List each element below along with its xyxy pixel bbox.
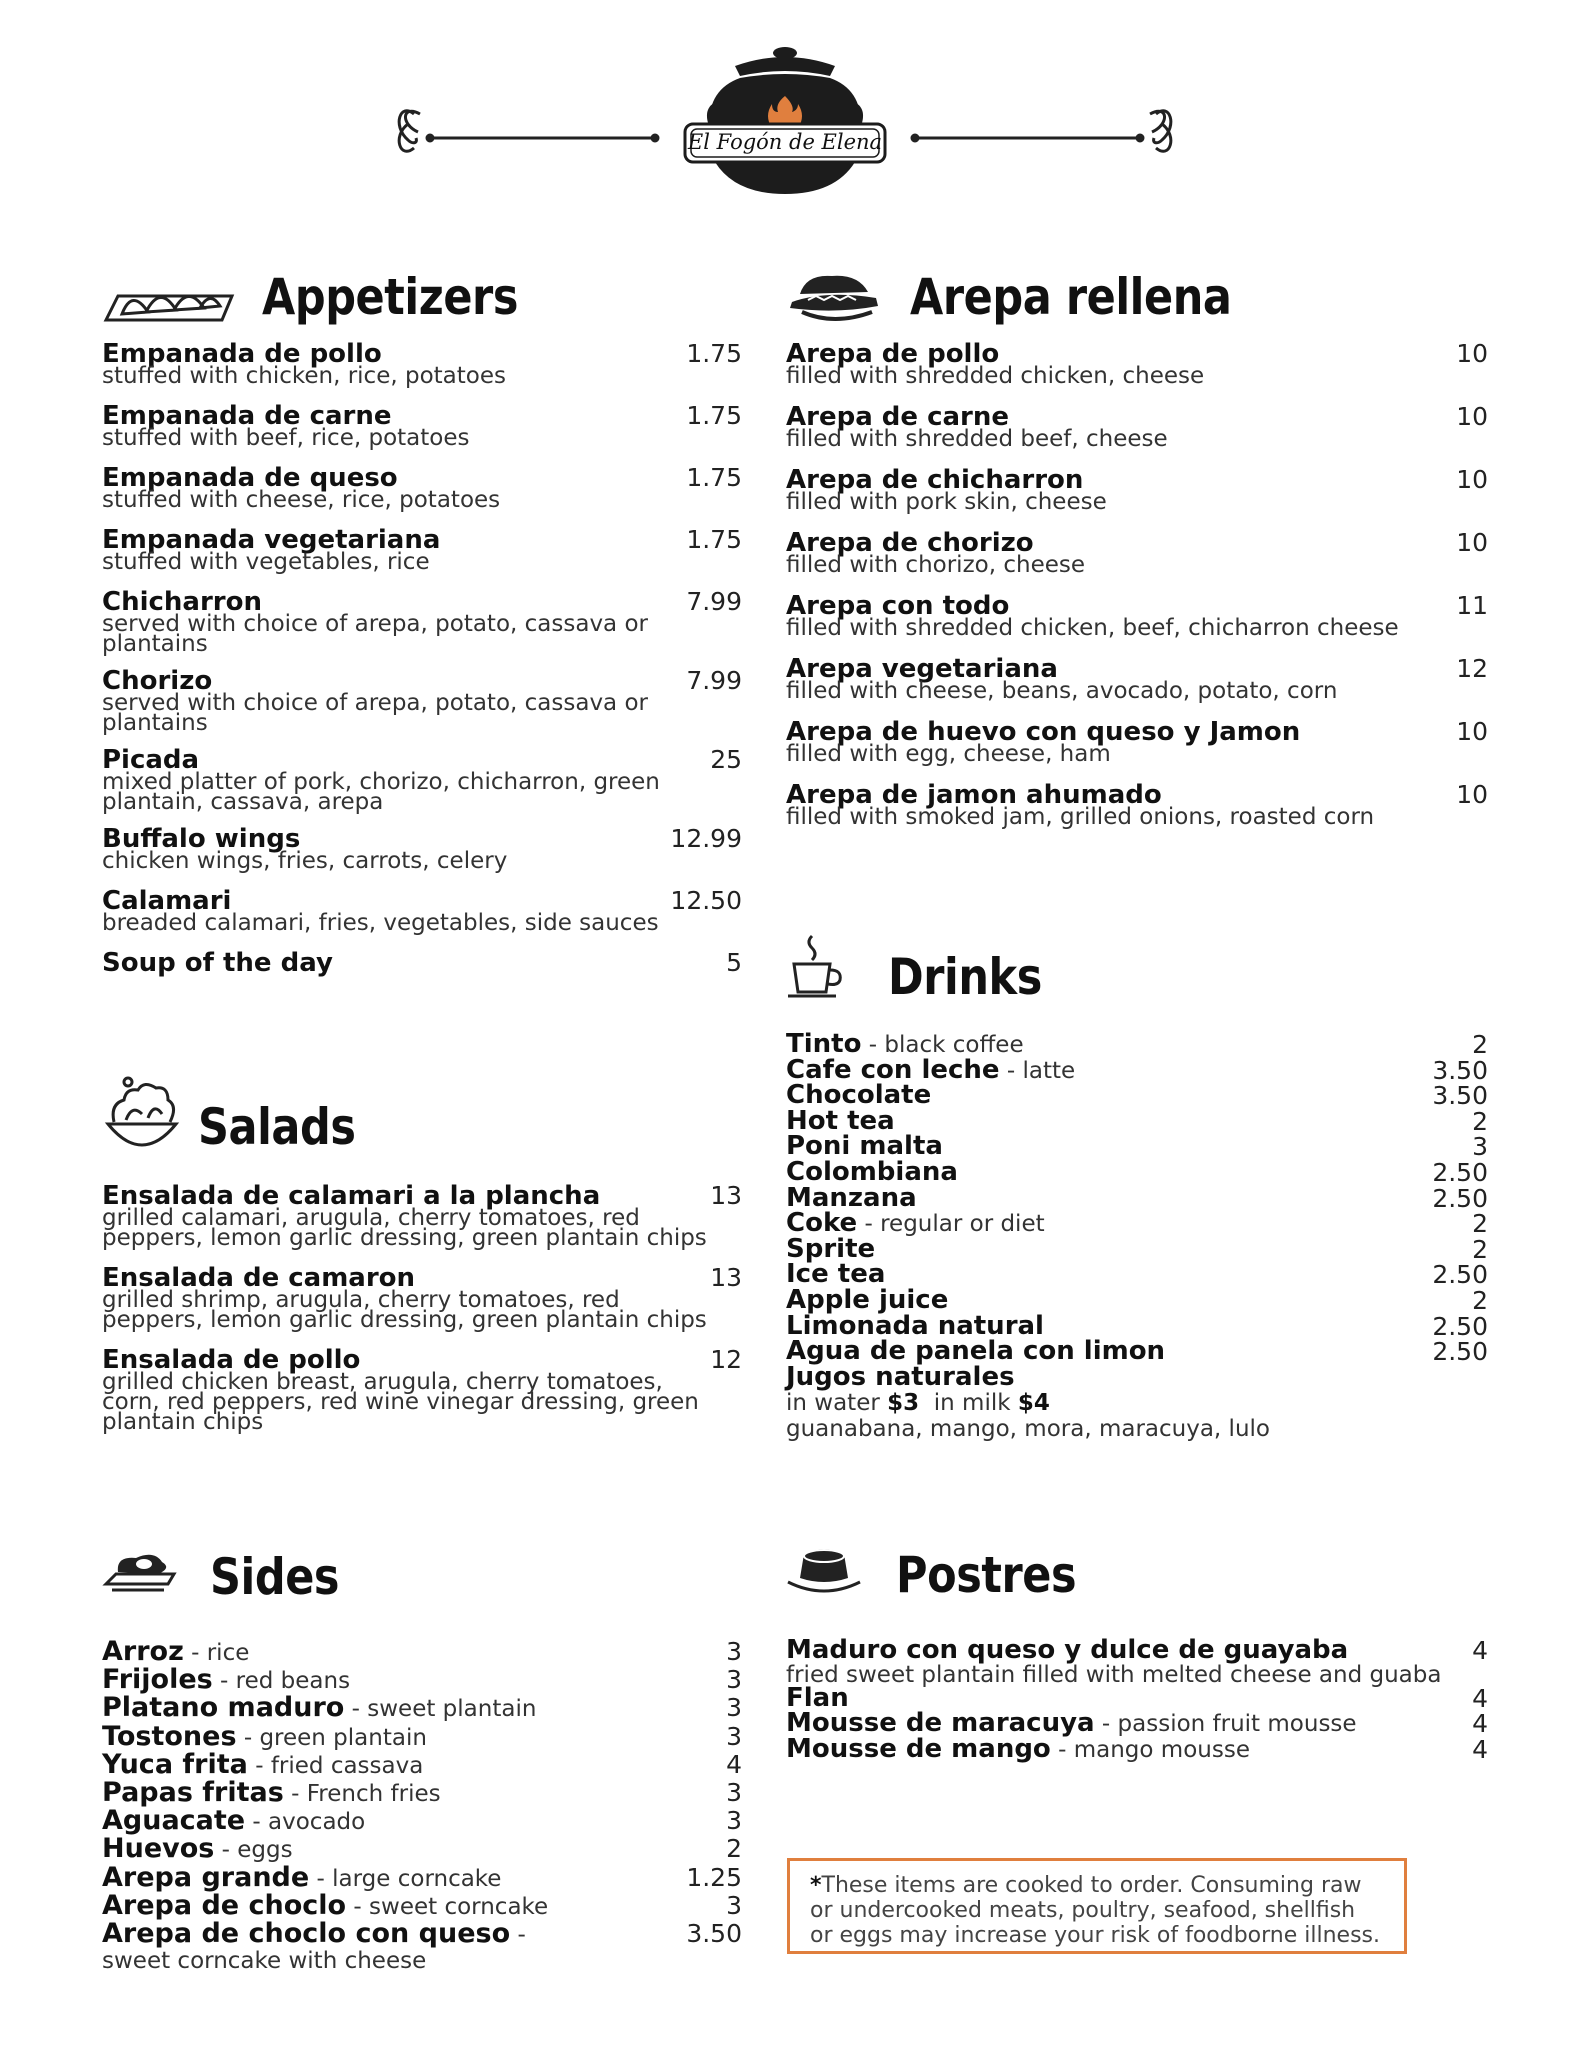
item-name: Ensalada de calamari a la plancha xyxy=(102,1181,601,1211)
side-price: 3 xyxy=(726,1890,742,1920)
menu-item xyxy=(102,948,742,978)
item-name: Empanada de carne xyxy=(102,401,392,431)
drink-price: 2.50 xyxy=(1432,1157,1488,1187)
item-name: Chicharron xyxy=(102,587,262,617)
appetizers-header xyxy=(102,262,742,342)
drink-price: 3.50 xyxy=(1432,1081,1488,1111)
drink-price: 2 xyxy=(1472,1285,1488,1315)
item-name: Arepa de huevo con queso y Jamon xyxy=(786,717,1301,747)
menu-item xyxy=(102,339,742,389)
dessert-name: Flan xyxy=(786,1682,849,1713)
side-separator: - xyxy=(245,1809,269,1836)
side-price: 3 xyxy=(726,1806,742,1836)
side-row xyxy=(102,1748,742,1780)
jugos-milk-price: $4 xyxy=(1017,1390,1050,1417)
item-desc: breaded calamari, fries, vegetables, side sauces xyxy=(102,910,659,936)
drink-row xyxy=(786,1182,1488,1213)
side-desc: large corncake xyxy=(332,1865,502,1892)
drink-name: Jugos naturales xyxy=(786,1361,1015,1392)
side-name: Tostones xyxy=(102,1720,237,1752)
drink-price: 2 xyxy=(1472,1106,1488,1136)
food-safety-notice xyxy=(787,1858,1407,1954)
drink-name: Limonada natural xyxy=(786,1310,1044,1341)
dessert-desc: fried sweet plantain filled with melted cheese and guaba xyxy=(786,1661,1442,1688)
menu-item xyxy=(786,402,1488,452)
side-separator: - xyxy=(309,1865,333,1892)
side-price: 1.25 xyxy=(686,1862,742,1892)
drink-price: 2.50 xyxy=(1432,1337,1488,1367)
item-price: 7.99 xyxy=(686,666,742,695)
empanadas-icon xyxy=(102,274,242,334)
item-price: 7.99 xyxy=(686,587,742,616)
side-price: 4 xyxy=(726,1749,742,1779)
coffee-cup-icon xyxy=(786,932,846,1002)
side-separator: - xyxy=(283,1780,307,1807)
drink-name: Colombiana xyxy=(786,1156,958,1187)
side-separator: - xyxy=(214,1837,238,1864)
side-price: 3 xyxy=(726,1665,742,1695)
appetizers-list xyxy=(102,339,742,978)
arepa-sandwich-icon xyxy=(786,272,886,332)
side-price: 2 xyxy=(726,1834,742,1864)
menu-item xyxy=(786,654,1488,704)
item-price: 11 xyxy=(1456,591,1488,620)
pot-icon xyxy=(709,47,861,194)
item-price: 1.75 xyxy=(686,525,742,554)
drink-row xyxy=(786,1208,1488,1239)
arepas-title: Arepa rellena xyxy=(910,268,1232,326)
drink-name: Manzana xyxy=(786,1182,917,1213)
postres-section xyxy=(786,1530,1488,1762)
menu-item xyxy=(786,780,1488,830)
drink-price: 2 xyxy=(1472,1234,1488,1264)
side-name: Aguacate xyxy=(102,1805,246,1837)
item-price: 5 xyxy=(726,948,742,977)
item-price: 10 xyxy=(1456,528,1488,557)
drink-desc: latte xyxy=(1022,1057,1076,1084)
side-desc: fried cassava xyxy=(270,1752,424,1779)
notice-asterisk: * xyxy=(810,1873,822,1898)
side-desc: eggs xyxy=(237,1837,293,1864)
item-name: Arepa de chicharron xyxy=(786,465,1084,495)
sides-title: Sides xyxy=(210,1548,340,1606)
item-desc: filled with cheese, beans, avocado, potato, corn xyxy=(786,678,1338,704)
item-price: 1.75 xyxy=(686,339,742,368)
drink-name: Cafe con leche xyxy=(786,1054,1000,1085)
item-desc: chicken wings, fries, carrots, celery xyxy=(102,848,508,874)
side-name: Arroz xyxy=(102,1636,184,1667)
menu-item xyxy=(786,528,1488,578)
sides-header xyxy=(102,1530,742,1638)
drink-name: Sprite xyxy=(786,1233,876,1264)
dessert-name: Mousse de maracuya xyxy=(786,1708,1095,1739)
drink-separator: - xyxy=(999,1057,1023,1084)
item-price: 10 xyxy=(1456,465,1488,494)
item-desc: stuffed with cheese, rice, potatoes xyxy=(102,487,501,513)
drink-name: Tinto xyxy=(786,1029,862,1059)
item-price: 10 xyxy=(1456,780,1488,809)
item-price: 1.75 xyxy=(686,463,742,492)
side-row xyxy=(102,1889,742,1921)
menu-item xyxy=(102,587,742,657)
drinks-title: Drinks xyxy=(888,948,1042,1006)
item-name: Soup of the day xyxy=(102,948,333,978)
menu-item xyxy=(786,465,1488,515)
item-desc: filled with chorizo, cheese xyxy=(786,552,1085,578)
drink-price: 3 xyxy=(1472,1132,1488,1162)
item-desc: stuffed with chicken, rice, potatoes xyxy=(102,363,506,389)
side-row xyxy=(102,1720,742,1752)
menu-item xyxy=(102,745,742,815)
side-row xyxy=(102,1694,742,1722)
arepas-header xyxy=(786,262,1488,342)
side-separator: - xyxy=(212,1668,236,1695)
side-separator: - xyxy=(346,1893,370,1920)
side-name: Platano maduro xyxy=(102,1692,345,1724)
dessert-name: Maduro con queso y dulce de guayaba xyxy=(786,1635,1349,1665)
drink-name: Agua de panela con limon xyxy=(786,1336,1166,1367)
dessert-desc: mango mousse xyxy=(1073,1736,1250,1763)
side-price: 3 xyxy=(726,1693,742,1723)
item-price: 12.50 xyxy=(670,886,742,915)
side-row xyxy=(102,1835,742,1863)
item-desc: served with choice of arepa, potato, cassava or plantains xyxy=(102,611,648,657)
item-desc: stuffed with vegetables, rice xyxy=(102,549,430,575)
dessert-price: 4 xyxy=(1472,1683,1488,1713)
menu-item xyxy=(102,1345,742,1435)
postres-title: Postres xyxy=(896,1546,1077,1604)
appetizers-section xyxy=(102,262,742,978)
drink-name: Poni malta xyxy=(786,1131,943,1162)
side-row xyxy=(102,1917,742,1976)
drink-desc: black coffee xyxy=(884,1032,1024,1058)
drink-price: 2.50 xyxy=(1432,1311,1488,1341)
item-desc: mixed platter of pork, chorizo, chicharron, green plantain, cassava, arepa xyxy=(102,769,660,815)
side-separator: - xyxy=(236,1724,260,1751)
side-row xyxy=(102,1666,742,1694)
dessert-price: 4 xyxy=(1472,1709,1488,1739)
salads-title: Salads xyxy=(198,1098,356,1156)
side-price: 3 xyxy=(726,1637,742,1666)
item-price: 13 xyxy=(710,1263,742,1292)
item-price: 12 xyxy=(1456,654,1488,683)
menu-item xyxy=(786,591,1488,641)
item-desc: grilled calamari, arugula, cherry tomatoes, red peppers, lemon garlic dressing, green plantain chips xyxy=(102,1205,707,1251)
item-price: 10 xyxy=(1456,402,1488,431)
side-desc: sweet corncake with cheese xyxy=(102,1947,427,1974)
salads-list xyxy=(102,1181,742,1435)
sides-list xyxy=(102,1638,742,1976)
side-separator: - xyxy=(344,1696,368,1723)
drink-name: Chocolate xyxy=(786,1080,932,1111)
item-name: Calamari xyxy=(102,886,232,916)
drink-name: Hot tea xyxy=(786,1105,895,1136)
item-name: Empanada vegetariana xyxy=(102,525,441,555)
item-desc: filled with pork skin, cheese xyxy=(786,489,1107,515)
item-name: Picada xyxy=(102,745,200,775)
item-price: 1.75 xyxy=(686,401,742,430)
item-price: 12 xyxy=(710,1345,742,1374)
drink-row xyxy=(786,1361,1488,1392)
drink-desc: regular or diet xyxy=(880,1211,1045,1238)
drink-name: Coke xyxy=(786,1208,858,1239)
jugos-prices xyxy=(786,1390,1488,1416)
item-name: Empanada de pollo xyxy=(102,339,382,369)
jugos-water-price: $3 xyxy=(887,1390,920,1417)
side-row xyxy=(102,1776,742,1808)
dessert-name: Mousse de mango xyxy=(786,1733,1051,1764)
ornament-divider xyxy=(390,44,1180,204)
appetizers-title: Appetizers xyxy=(262,268,518,326)
jugos-flavors: guanabana, mango, mora, maracuya, lulo xyxy=(786,1416,1270,1443)
jugos-water-label: in water xyxy=(786,1390,880,1417)
side-price: 3 xyxy=(726,1777,742,1807)
salad-bowl-icon xyxy=(102,1074,182,1164)
menu-item xyxy=(102,824,742,874)
item-desc: filled with shredded beef, cheese xyxy=(786,426,1168,452)
drink-separator: - xyxy=(861,1032,885,1058)
side-separator: - xyxy=(183,1640,207,1666)
side-name: Arepa grande xyxy=(102,1861,310,1893)
side-name: Yuca frita xyxy=(102,1748,248,1780)
menu-item xyxy=(102,525,742,575)
dessert-desc: passion fruit mousse xyxy=(1117,1711,1357,1738)
side-desc: rice xyxy=(206,1640,250,1666)
drink-price: 3.50 xyxy=(1432,1055,1488,1085)
item-price: 12.99 xyxy=(670,824,742,853)
side-price: 3.50 xyxy=(686,1918,742,1948)
side-name: Arepa de choclo con queso xyxy=(102,1917,511,1949)
salads-header xyxy=(102,1074,742,1184)
drink-price: 2 xyxy=(1472,1209,1488,1239)
postres-list xyxy=(786,1635,1488,1764)
item-name: Arepa de chorizo xyxy=(786,528,1034,558)
item-name: Ensalada de camaron xyxy=(102,1263,416,1293)
side-desc: avocado xyxy=(268,1809,366,1836)
menu-item xyxy=(102,1181,742,1251)
notice-text: These items are cooked to order. Consuming raw or undercooked meats, poultry, seafood, shellfish or eggs may increase your risk of foodborne illness. xyxy=(810,1873,1380,1948)
drinks-header xyxy=(786,932,1488,1032)
drinks-section xyxy=(786,932,1488,1442)
side-name: Arepa de choclo xyxy=(102,1889,347,1921)
item-desc: grilled shrimp, arugula, cherry tomatoes, red peppers, lemon garlic dressing, green plantain chips xyxy=(102,1287,707,1333)
salads-section xyxy=(102,1074,742,1450)
drink-price: 2.50 xyxy=(1432,1260,1488,1290)
sides-section xyxy=(102,1530,742,1976)
side-row xyxy=(102,1861,742,1893)
drinks-list xyxy=(786,1029,1488,1392)
side-name: Frijoles xyxy=(102,1664,213,1696)
item-name: Empanada de queso xyxy=(102,463,398,493)
fried-egg-plate-icon xyxy=(102,1544,182,1604)
dessert-price: 4 xyxy=(1472,1636,1488,1665)
item-name: Arepa con todo xyxy=(786,591,1010,621)
drink-price: 2 xyxy=(1472,1030,1488,1059)
arepas-section xyxy=(786,262,1488,846)
side-name: Huevos xyxy=(102,1833,215,1865)
side-row xyxy=(102,1638,742,1666)
arepas-list xyxy=(786,339,1488,830)
item-name: Ensalada de pollo xyxy=(102,1345,361,1375)
item-desc: grilled chicken breast, arugula, cherry tomatoes, corn, red peppers, red wine vinegar dressing, green plantain chips xyxy=(102,1369,699,1435)
dessert-separator: - xyxy=(1094,1711,1118,1738)
item-price: 10 xyxy=(1456,717,1488,746)
item-desc: filled with egg, cheese, ham xyxy=(786,741,1111,767)
menu-item xyxy=(786,339,1488,389)
item-desc: filled with shredded chicken, cheese xyxy=(786,363,1205,389)
item-price: 10 xyxy=(1456,339,1488,368)
side-price: 3 xyxy=(726,1721,742,1751)
side-desc: sweet corncake xyxy=(369,1893,549,1920)
dessert-row xyxy=(786,1635,1488,1665)
item-desc: served with choice of arepa, potato, cassava or plantains xyxy=(102,690,648,736)
menu-item xyxy=(102,463,742,513)
postres-header xyxy=(786,1530,1488,1638)
side-desc: red beans xyxy=(235,1668,351,1695)
menu-item xyxy=(102,886,742,936)
menu-item xyxy=(102,401,742,451)
side-name: Papas fritas xyxy=(102,1776,284,1808)
side-separator: - xyxy=(510,1921,526,1948)
side-desc: French fries xyxy=(306,1780,441,1807)
header-logo xyxy=(390,44,1180,204)
item-name: Arepa de jamon ahumado xyxy=(786,780,1162,810)
item-name: Chorizo xyxy=(102,666,213,696)
item-name: Arepa de pollo xyxy=(786,339,1000,369)
item-desc: filled with smoked jam, grilled onions, roasted corn xyxy=(786,804,1375,830)
item-name: Arepa vegetariana xyxy=(786,654,1058,684)
item-name: Arepa de carne xyxy=(786,402,1010,432)
menu-item xyxy=(102,1263,742,1333)
dessert-separator: - xyxy=(1050,1736,1074,1763)
item-price: 13 xyxy=(710,1181,742,1210)
drink-name: Ice tea xyxy=(786,1259,886,1290)
drink-row xyxy=(786,1233,1488,1264)
side-desc: sweet plantain xyxy=(367,1696,537,1723)
side-desc: green plantain xyxy=(259,1724,427,1751)
item-desc: filled with shredded chicken, beef, chicharron cheese xyxy=(786,615,1399,641)
brand-name: El Fogón de Elena xyxy=(687,130,883,154)
dessert-price: 4 xyxy=(1472,1734,1488,1764)
jugos-milk-label: in milk xyxy=(933,1390,1011,1417)
menu-item xyxy=(786,717,1488,767)
drink-price: 2.50 xyxy=(1432,1183,1488,1213)
item-desc: stuffed with beef, rice, potatoes xyxy=(102,425,470,451)
item-price: 25 xyxy=(710,745,742,774)
side-separator: - xyxy=(247,1752,271,1779)
dessert-row xyxy=(786,1733,1488,1764)
side-row xyxy=(102,1807,742,1835)
item-name: Buffalo wings xyxy=(102,824,301,854)
drink-separator: - xyxy=(857,1211,881,1238)
drink-name: Apple juice xyxy=(786,1284,949,1315)
flan-icon xyxy=(786,1542,862,1602)
menu-item xyxy=(102,666,742,736)
